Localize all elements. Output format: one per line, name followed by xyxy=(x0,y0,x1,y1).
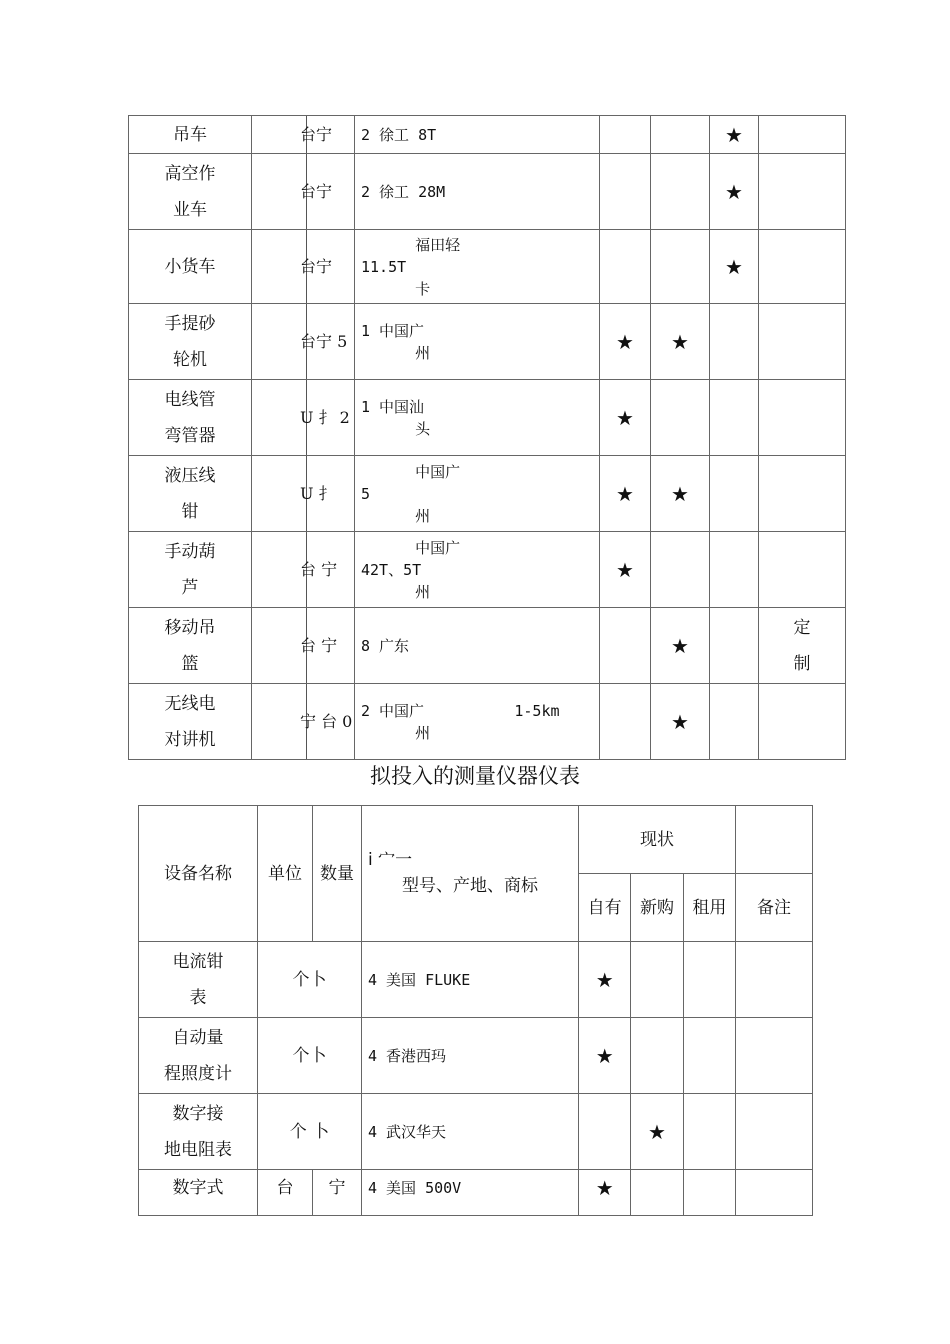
new-cell: ★ xyxy=(651,304,710,380)
unit-text: 宁 台 0 xyxy=(300,711,353,731)
instrument-unit: 个卜 xyxy=(258,942,362,1018)
equipment-unit xyxy=(252,684,355,760)
model-line: 1 中国广 xyxy=(361,321,425,340)
name-line: 液压线 xyxy=(164,465,216,486)
header-note: 备注 xyxy=(736,874,813,942)
name-line: 程照度计 xyxy=(164,1063,232,1084)
equipment-model xyxy=(355,608,600,684)
note-cell xyxy=(759,456,846,532)
model-line: 1 中国汕 xyxy=(361,397,425,416)
equipment-row xyxy=(129,684,846,760)
equipment-unit xyxy=(252,380,355,456)
instrument-row xyxy=(139,1170,813,1216)
model-line: 头 xyxy=(361,419,431,438)
equipment-name xyxy=(129,154,252,230)
model-line: 中国广 xyxy=(361,462,461,481)
unit-text: 台 宁 xyxy=(300,635,338,655)
own-cell xyxy=(600,608,651,684)
note-line: 定 xyxy=(793,617,811,638)
own-cell: ★ xyxy=(579,942,631,1018)
new-cell: ★ xyxy=(651,608,710,684)
own-cell xyxy=(600,154,651,230)
name-line: 篮 xyxy=(181,653,199,674)
name-line: 业车 xyxy=(173,199,207,220)
equipment-model xyxy=(355,532,600,608)
new-cell: ★ xyxy=(631,1094,683,1170)
new-cell xyxy=(651,116,710,154)
header-empty xyxy=(736,806,813,874)
rent-cell xyxy=(710,532,759,608)
new-cell xyxy=(651,154,710,230)
name-line: 高空作 xyxy=(164,163,216,184)
equipment-name xyxy=(129,304,252,380)
unit-text: 台宁 xyxy=(300,124,333,144)
own-cell: ★ xyxy=(600,456,651,532)
header-unit: 单位 xyxy=(258,806,313,942)
note-cell xyxy=(759,304,846,380)
name-line: 对讲机 xyxy=(164,729,216,750)
header-model xyxy=(362,806,579,942)
rent-cell xyxy=(683,1170,735,1216)
header-qty-glyph: i 宀一 xyxy=(368,849,413,870)
instrument-unit: 个卜 xyxy=(258,1018,362,1094)
note-cell xyxy=(736,1170,813,1216)
new-cell xyxy=(631,942,683,1018)
own-cell: ★ xyxy=(600,532,651,608)
instrument-row xyxy=(139,942,813,1018)
rent-cell xyxy=(683,1094,735,1170)
note-cell xyxy=(759,380,846,456)
instrument-unit: 个 卜 xyxy=(258,1094,362,1170)
rent-cell: ★ xyxy=(710,230,759,304)
instrument-model: 4 美国 FLUKE xyxy=(362,942,579,1018)
equipment-name xyxy=(129,456,252,532)
unit-text: 台宁 xyxy=(300,181,333,201)
model-line: 州 xyxy=(361,506,431,525)
note-cell xyxy=(759,684,846,760)
instrument-name xyxy=(139,1170,258,1216)
own-cell xyxy=(600,116,651,154)
note-cell xyxy=(759,116,846,154)
rent-cell xyxy=(710,684,759,760)
new-cell: ★ xyxy=(651,456,710,532)
equipment-name xyxy=(129,684,252,760)
instrument-model: 4 香港西玛 xyxy=(362,1018,579,1094)
new-cell xyxy=(631,1018,683,1094)
instrument-unit: 台 xyxy=(258,1170,313,1216)
name-line: 电线管 xyxy=(164,389,216,410)
note-line: 制 xyxy=(793,653,811,674)
name-line: 表 xyxy=(189,987,207,1008)
equipment-table xyxy=(128,115,846,760)
new-cell xyxy=(651,230,710,304)
equipment-unit xyxy=(252,532,355,608)
own-cell xyxy=(600,684,651,760)
model-line: 5 xyxy=(361,484,371,503)
name-line: 自动量 xyxy=(172,1027,224,1048)
model-line: 42T、5T xyxy=(361,560,422,579)
rent-cell xyxy=(710,380,759,456)
model-line: 福田轻 xyxy=(361,235,461,254)
note-cell xyxy=(759,608,846,684)
equipment-row xyxy=(129,608,846,684)
name-line: 无线电 xyxy=(164,693,216,714)
equipment-name xyxy=(129,230,252,304)
equipment-row xyxy=(129,230,846,304)
equipment-model xyxy=(355,380,600,456)
equipment-unit xyxy=(252,154,355,230)
rent-cell xyxy=(710,304,759,380)
name-line: 弯管器 xyxy=(164,425,216,446)
equipment-unit xyxy=(252,456,355,532)
note-cell xyxy=(759,154,846,230)
own-cell: ★ xyxy=(579,1170,631,1216)
equipment-name xyxy=(129,532,252,608)
model-line: 11.5T xyxy=(361,257,407,276)
instrument-qty: 宁 xyxy=(313,1170,362,1216)
new-cell xyxy=(651,380,710,456)
equipment-row xyxy=(129,116,846,154)
instrument-model: 4 武汉华天 xyxy=(362,1094,579,1170)
header-rent: 租用 xyxy=(683,874,735,942)
model-line: 州 xyxy=(361,582,431,601)
header-name: 设备名称 xyxy=(139,806,258,942)
equipment-model xyxy=(355,684,600,760)
model-line: 2 徐工 8T xyxy=(361,125,437,144)
equipment-row xyxy=(129,380,846,456)
own-cell: ★ xyxy=(600,304,651,380)
model-line: 卡 xyxy=(361,279,431,298)
rent-cell: ★ xyxy=(710,154,759,230)
header-status: 现状 xyxy=(579,806,736,874)
unit-text: 台宁 xyxy=(300,256,333,276)
equipment-name xyxy=(129,380,252,456)
name-line: 手提砂 xyxy=(164,313,216,334)
header-new: 新购 xyxy=(631,874,683,942)
note-cell xyxy=(736,1018,813,1094)
note-cell xyxy=(736,1094,813,1170)
name-line: 电流钳 xyxy=(172,951,224,972)
own-cell: ★ xyxy=(579,1018,631,1094)
model-line: 2 徐工 28M xyxy=(361,182,446,201)
unit-text: 台 宁 xyxy=(300,559,338,579)
own-cell xyxy=(600,230,651,304)
name-line: 芦 xyxy=(181,577,199,598)
name-line: 手动葫 xyxy=(164,541,216,562)
equipment-unit xyxy=(252,304,355,380)
equipment-unit xyxy=(252,116,355,154)
rent-cell xyxy=(710,608,759,684)
rent-cell xyxy=(683,1018,735,1094)
rent-cell xyxy=(710,456,759,532)
own-cell: ★ xyxy=(600,380,651,456)
new-cell: ★ xyxy=(651,684,710,760)
header-model-label: 型号、产地、商标 xyxy=(402,875,538,896)
equipment-row xyxy=(129,456,846,532)
note-cell xyxy=(759,230,846,304)
model-line: 8 广东 xyxy=(361,636,410,655)
name-line: 吊车 xyxy=(173,124,207,145)
model-line: 州 xyxy=(361,343,431,362)
name-line: 地电阻表 xyxy=(164,1139,232,1160)
name-line: 小货车 xyxy=(164,256,216,277)
rent-cell xyxy=(683,942,735,1018)
name-line: 轮机 xyxy=(173,349,207,370)
rent-cell: ★ xyxy=(710,116,759,154)
instrument-row xyxy=(139,1018,813,1094)
equipment-model xyxy=(355,154,600,230)
new-cell xyxy=(651,532,710,608)
instrument-model: 4 美国 500V xyxy=(362,1170,579,1216)
equipment-row xyxy=(129,154,846,230)
note-cell xyxy=(759,532,846,608)
equipment-model xyxy=(355,304,600,380)
instrument-table xyxy=(138,805,813,1216)
instrument-name xyxy=(139,1018,258,1094)
instrument-row xyxy=(139,1094,813,1170)
name-line: 数字接 xyxy=(172,1103,224,1124)
unit-text: U 扌 xyxy=(300,483,335,503)
header-qty: 数量 xyxy=(313,806,362,942)
equipment-model xyxy=(355,456,600,532)
equipment-name xyxy=(129,608,252,684)
equipment-model xyxy=(355,116,600,154)
unit-text: 台宁 5 xyxy=(300,331,348,351)
instrument-header-row xyxy=(139,806,813,874)
header-own: 自有 xyxy=(579,874,631,942)
instrument-name xyxy=(139,942,258,1018)
own-cell xyxy=(579,1094,631,1170)
note-cell xyxy=(736,942,813,1018)
name-line: 数字式 xyxy=(172,1178,224,1198)
unit-text: U 扌 2 xyxy=(300,407,350,427)
equipment-row xyxy=(129,532,846,608)
model-line: 州 xyxy=(361,723,431,742)
equipment-model xyxy=(355,230,600,304)
name-line: 钳 xyxy=(181,501,199,522)
equipment-row xyxy=(129,304,846,380)
equipment-name xyxy=(129,116,252,154)
instrument-name xyxy=(139,1094,258,1170)
section-title: 拟投入的测量仪器仪表 xyxy=(370,764,580,788)
model-line: 2 中国广 1-5km xyxy=(361,701,560,720)
equipment-unit xyxy=(252,230,355,304)
model-line: 中国广 xyxy=(361,538,461,557)
new-cell xyxy=(631,1170,683,1216)
equipment-unit xyxy=(252,608,355,684)
name-line: 移动吊 xyxy=(164,617,216,638)
